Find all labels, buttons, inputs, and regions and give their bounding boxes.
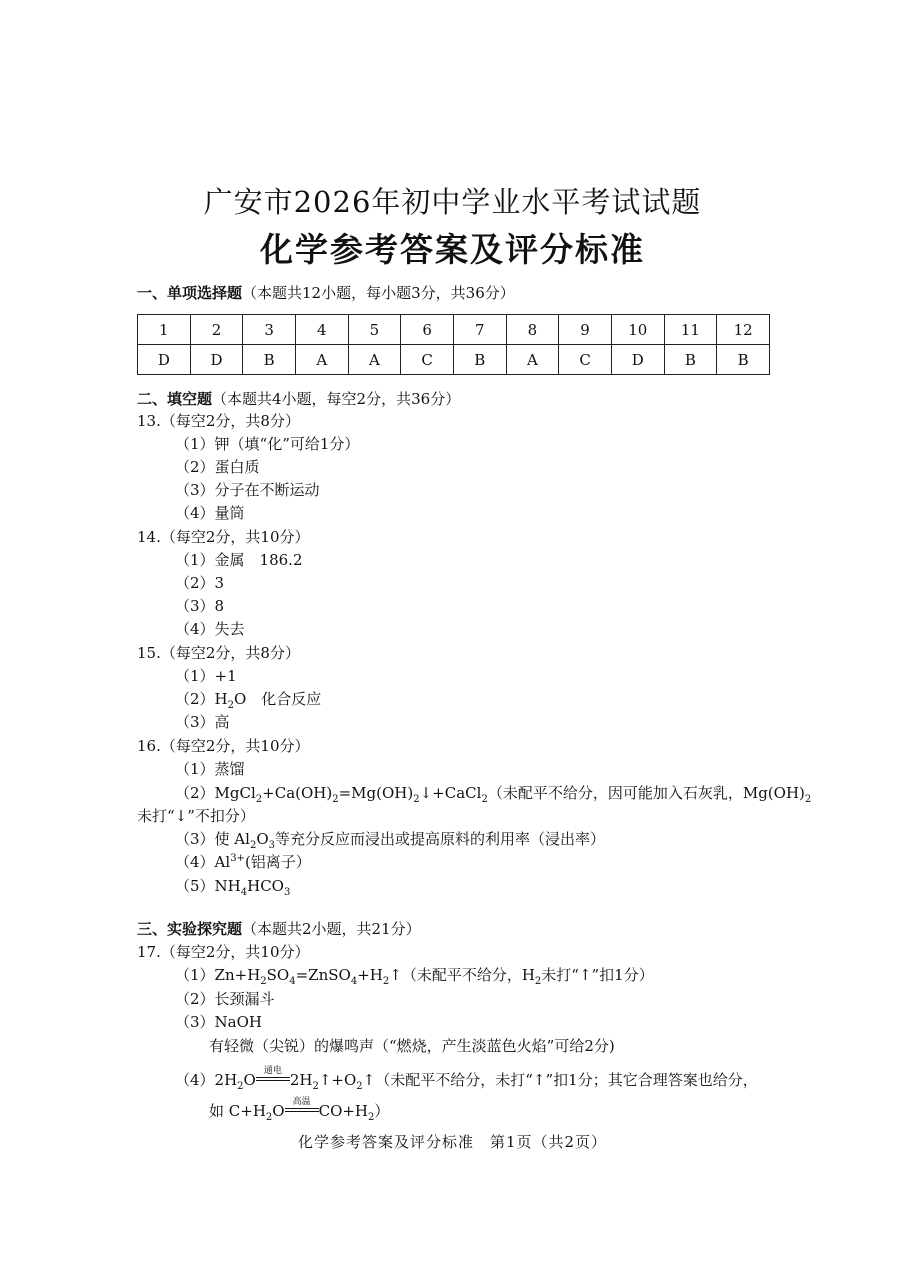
- section2-heading-line: [137, 388, 460, 409]
- page-subtitle: 化学参考答案及评分标准: [260, 230, 645, 269]
- reaction-condition-arrow: 通电: [256, 1077, 290, 1085]
- table-cell: 3: [243, 315, 296, 345]
- table-cell: C: [401, 345, 454, 375]
- q16-heading: 16.（每空2分，共10分）: [137, 737, 310, 755]
- reaction-condition-arrow: 高温: [285, 1108, 319, 1116]
- q16-answer-2-continued: 未打“↓”不扣分）: [137, 807, 255, 825]
- q17-answer-3: （3）NaOH: [175, 1013, 262, 1031]
- q14-answer-1: （1）金属 186.2: [175, 551, 303, 569]
- q17-answer-2: （2）长颈漏斗: [175, 990, 275, 1008]
- q16-answer-4: $(4)Al^{3+}$(铝离子）: [175, 853, 311, 871]
- q14-heading: 14.（每空2分，共10分）: [137, 528, 310, 546]
- q17-answer-1: $(1)Zn+H_2SO_4=ZnSO_4+H_2↑$（未配平不给分，$H_2$未打“↑”扣1分）: [175, 966, 654, 987]
- section3-note: （本题共2小题，共21分）: [242, 920, 421, 938]
- section1-heading-line: [137, 282, 515, 303]
- table-cell: 6: [401, 315, 454, 345]
- q16-answer-5: $(5)NH_4HCO_3$: [175, 877, 291, 898]
- q16-answer-2: $(2)MgCl_2+Ca(OH)_2=Mg(OH)_2↓+CaCl_2$（未配平不给分，因可能加入石灰乳，$Mg(OH)_2$: [175, 784, 812, 805]
- table-cell: D: [190, 345, 243, 375]
- q16-answer-3: （3）使 $Al_2O_3$等充分反应而浸出或提高原料的利用率（浸出率）: [175, 830, 606, 851]
- q14-answer-3: （3）8: [175, 597, 225, 615]
- table-cell: 1: [138, 315, 191, 345]
- table-cell: D: [138, 345, 191, 375]
- section1-heading: 一、单项选择题: [137, 284, 243, 302]
- table-cell: 4: [295, 315, 348, 345]
- table-cell: 7: [453, 315, 506, 345]
- table-cell: B: [453, 345, 506, 375]
- page-title: 广安市2026年初中学业水平考试试题: [203, 185, 702, 219]
- choice-answer-table: [137, 314, 770, 375]
- q17-answer-4-continued: 如 $C+H_2O$ 高温 $CO+H_2$）: [209, 1097, 390, 1123]
- section2-heading: 二、填空题: [137, 390, 213, 408]
- section1-note: （本题共12小题，每小题3分，共36分）: [242, 284, 515, 302]
- q13-answer-3: （3）分子在不断运动: [175, 481, 320, 499]
- table-row-numbers: [138, 315, 770, 345]
- table-cell: 12: [717, 315, 770, 345]
- q17-answer-4: $(4)2H_2O$ 通电 $2H_2↑+O_2↑$（未配平不给分，未打“↑”扣1分；其它合理答案也给分，: [175, 1066, 758, 1092]
- table-cell: C: [559, 345, 612, 375]
- section3-heading: 三、实验探究题: [137, 920, 243, 938]
- q15-answer-2: $(2)H_2O$ 化合反应: [175, 690, 322, 711]
- q13-answer-2: （2）蛋白质: [175, 458, 260, 476]
- q17-answer-3-continued: 有轻微（尖锐）的爆鸣声（“燃烧，产生淡蓝色火焰”可给2分): [209, 1037, 615, 1055]
- table-cell: B: [717, 345, 770, 375]
- q15-answer-3: （3）高: [175, 713, 230, 731]
- q16-answer-1: （1）蒸馏: [175, 760, 245, 778]
- page-footer: 化学参考答案及评分标准 第1页（共2页）: [297, 1133, 608, 1151]
- table-cell: 9: [559, 315, 612, 345]
- q14-answer-4: （4）失去: [175, 620, 245, 638]
- table-cell: D: [611, 345, 664, 375]
- table-cell: A: [348, 345, 401, 375]
- table-cell: B: [243, 345, 296, 375]
- q17-heading: 17.（每空2分，共10分）: [137, 943, 310, 961]
- q15-heading: 15.（每空2分，共8分）: [137, 644, 300, 662]
- table-cell: 11: [664, 315, 717, 345]
- q15-answer-1: （1）+1: [175, 667, 237, 685]
- table-cell: A: [506, 345, 559, 375]
- table-cell: 2: [190, 315, 243, 345]
- section2-note: （本题共4小题，每空2分，共36分）: [212, 390, 461, 408]
- table-row-answers: [138, 345, 770, 375]
- q14-answer-2: （2）3: [175, 574, 225, 592]
- table-cell: 8: [506, 315, 559, 345]
- q13-answer-4: （4）量筒: [175, 504, 245, 522]
- q13-heading: 13.（每空2分，共8分）: [137, 412, 300, 430]
- table-cell: B: [664, 345, 717, 375]
- q13-answer-1: （1）钾（填“化”可给1分）: [175, 435, 360, 453]
- table-cell: 10: [611, 315, 664, 345]
- table-cell: 5: [348, 315, 401, 345]
- section3-heading-line: [137, 918, 421, 939]
- table-cell: A: [295, 345, 348, 375]
